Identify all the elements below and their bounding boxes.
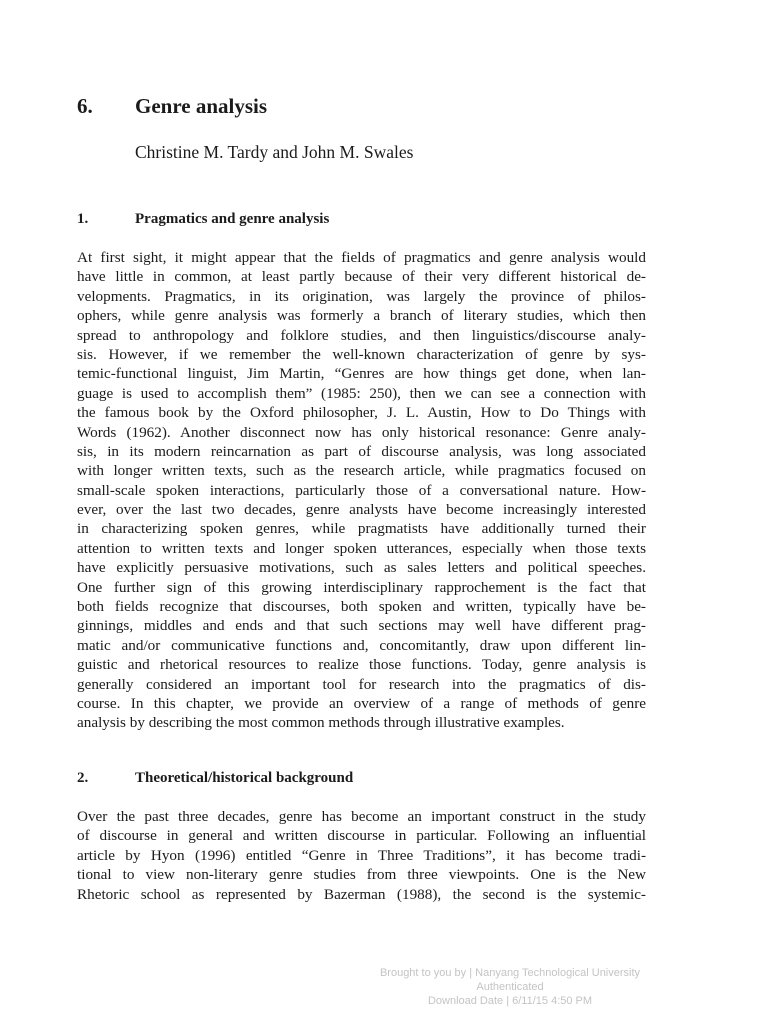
chapter-authors: Christine M. Tardy and John M. Swales — [135, 142, 414, 162]
text-line: Rhetoric school as represented by Bazerman (1988), the second is the systemic- — [77, 885, 646, 903]
text-line: analysis by describing the most common methods through illustrative examples. — [77, 714, 565, 732]
text-line: One further sign of this growing interdisciplinary rapprochement is the fact that — [77, 578, 646, 596]
chapter-title: Genre analysis — [135, 94, 268, 118]
text-line: ginnings, middles and ends and that such sections may well have different prag- — [77, 617, 646, 635]
text-line: matic and/or communicative functions and, concomitantly, draw upon different lin- — [77, 636, 646, 654]
footer-provider: Brought to you by | Nanyang Technological University — [379, 967, 641, 979]
text-line: of discourse in general and written discourse in particular. Following an influential — [77, 827, 646, 845]
text-line: tional to view non-literary genre studies from three viewpoints. One is the New — [77, 866, 646, 884]
text-line: with longer written texts, such as the research article, while pragmatics focused on — [77, 462, 646, 480]
text-line: ever, over the last two decades, genre analysts have become increasingly interested — [77, 501, 646, 519]
section-number: 2. — [77, 770, 89, 786]
text-line: have little in common, at least partly because of their very different historical de- — [77, 268, 646, 286]
text-line: guistic and rhetorical resources to realize those functions. Today, genre analysis is — [77, 656, 646, 674]
text-line: Over the past three decades, genre has become an important construct in the study — [77, 808, 646, 825]
text-line: Words (1962). Another disconnect now has only historical resonance: Genre analy- — [77, 423, 646, 441]
text-line: velopments. Pragmatics, in its origination, was largely the province of philos- — [77, 287, 646, 305]
section-title: Theoretical/historical background — [135, 770, 354, 786]
text-line: article by Hyon (1996) entitled “Genre in Three Traditions”, it has become tradi- — [77, 846, 646, 864]
text-line: the famous book by the Oxford philosopher, J. L. Austin, How to Do Things with — [77, 404, 646, 422]
text-line: ophers, while genre analysis was formerly a branch of literary studies, which then — [77, 307, 646, 325]
text-line: At first sight, it might appear that the fields of pragmatics and genre analysis would — [77, 249, 646, 266]
text-line: temic-functional linguist, Jim Martin, “Genres are how things get done, when lan- — [77, 365, 646, 383]
text-line: guage is used to accomplish them” (1985: 250), then we can see a connection with — [77, 384, 646, 402]
text-line: generally considered an important tool for research into the pragmatics of dis- — [77, 675, 646, 693]
text-line: course. In this chapter, we provide an overview of a range of methods of genre — [77, 694, 646, 712]
footer-download-date: Download Date | 6/11/15 4:50 PM — [427, 995, 593, 1007]
body-paragraph — [77, 807, 646, 904]
text-line: sis. However, if we remember the well-known characterization of genre by sys- — [77, 345, 646, 363]
section-number: 1. — [77, 211, 89, 227]
text-line: attention to written texts and longer spoken utterances, especially when those texts — [77, 539, 646, 557]
text-line: have explicitly persuasive motivations, such as sales letters and political speeches. — [77, 559, 646, 577]
text-line: small-scale spoken interactions, particularly those of a conversational nature. How- — [77, 481, 646, 499]
chapter-number: 6. — [77, 94, 93, 118]
text-line: spread to anthropology and folklore studies, and then linguistics/discourse analy- — [77, 326, 646, 344]
section-title: Pragmatics and genre analysis — [135, 211, 330, 227]
text-line: sis, in its modern reincarnation as part of discourse analysis, was long associated — [77, 442, 646, 460]
download-footer — [290, 966, 730, 1008]
footer-authenticated: Authenticated — [476, 981, 544, 993]
text-line: both fields recognize that discourses, both spoken and written, typically have be- — [77, 598, 646, 616]
text-line: in characterizing spoken genres, while pragmatists have additionally turned their — [77, 520, 646, 538]
body-paragraph — [77, 248, 646, 733]
